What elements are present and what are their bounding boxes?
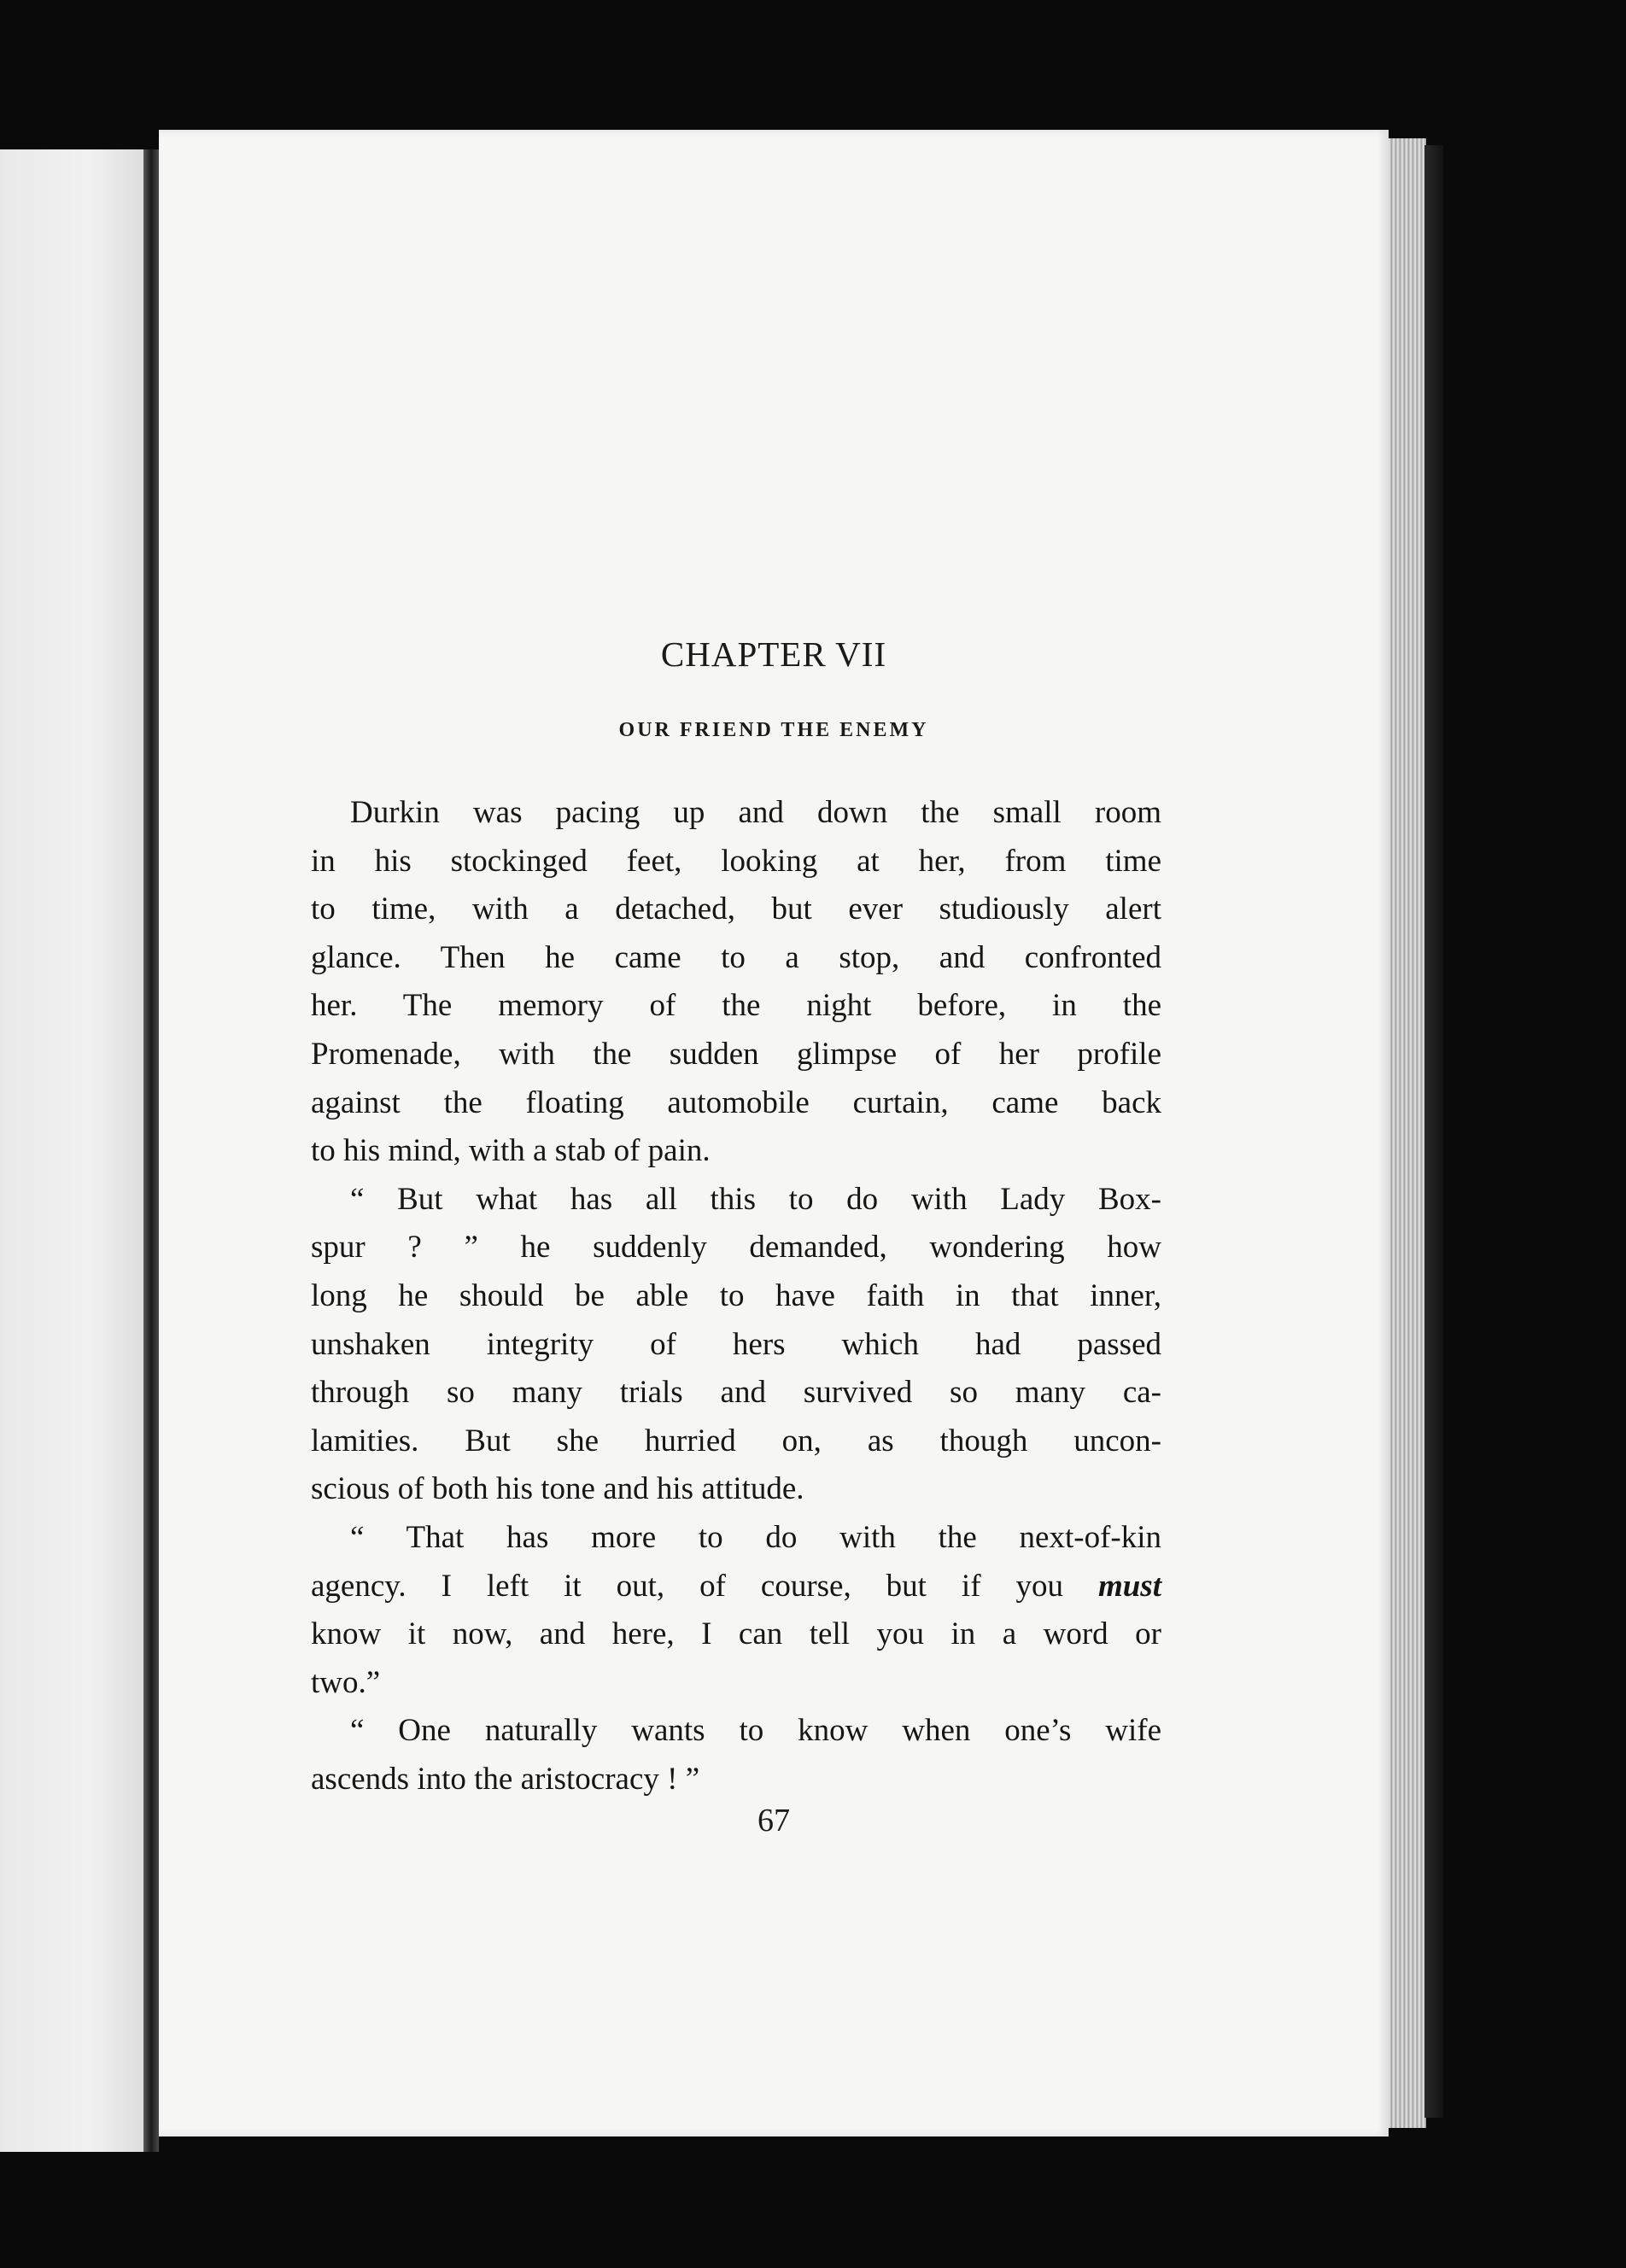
page-edges [1389,138,1426,2128]
text-line: through so many trials and survived so many ca- [311,1375,1161,1411]
text-line: lamities. But she hurried on, as though uncon- [311,1423,1161,1458]
text-line: against the floating automobile curtain, came back [311,1084,1161,1120]
page-number: 67 [757,1803,790,1838]
text-line: scious of both his tone and his attitude. [311,1471,804,1507]
text-line: ascends into the aristocracy ! ” [311,1761,700,1797]
text-line-part: agency. I left it out, of course, but if you [311,1568,1098,1604]
text-line: long he should be able to have faith in that inner, [311,1277,1161,1313]
book-page [159,130,1389,2136]
text-line: in his stockinged feet, looking at her, from time [311,843,1161,879]
text-line: two.” [311,1664,381,1700]
book-cover-edge [1424,145,1443,2118]
book-gutter [143,149,159,2152]
text-line: unshaken integrity of hers which had passed [311,1326,1161,1362]
text-line: spur ? ” he suddenly demanded, wondering how [311,1230,1161,1266]
text-line: “ One naturally wants to know when one’s wife [350,1713,1161,1749]
chapter-subtitle: OUR FRIEND THE ENEMY [618,719,929,741]
chapter-title: CHAPTER VII [660,634,887,674]
text-line: to time, with a detached, but ever studiously alert [311,891,1161,927]
emphasized-word: must [1097,1568,1161,1604]
facing-page [0,149,147,2152]
text-line [311,1563,1161,1611]
body-text [311,789,1161,1803]
text-line: glance. Then he came to a stop, and confronted [311,939,1161,975]
text-line: know it now, and here, I can tell you in a word or [311,1616,1161,1652]
text-line: to his mind, with a stab of pain. [311,1133,711,1169]
text-line: her. The memory of the night before, in the [311,988,1161,1024]
text-line: “ That has more to do with the next-of-kin [350,1519,1161,1555]
text-line: Durkin was pacing up and down the small room [350,795,1161,830]
text-line: Promenade, with the sudden glimpse of her profile [311,1036,1161,1072]
text-line: “ But what has all this to do with Lady Box- [350,1181,1161,1217]
